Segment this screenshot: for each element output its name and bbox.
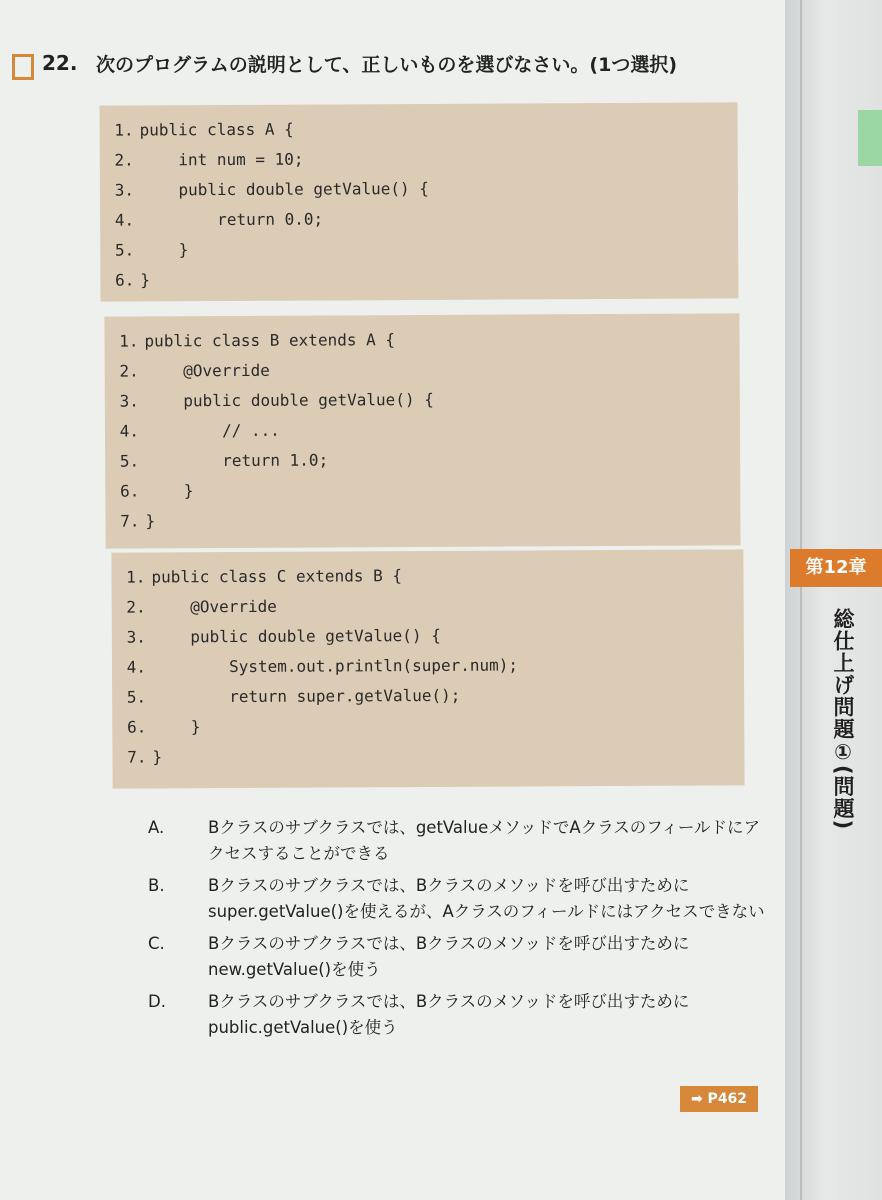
choice-c[interactable] <box>148 931 768 983</box>
choice-letter: A. <box>148 818 165 837</box>
question-text: 次のプログラムの説明として、正しいものを選びなさい。(1つ選択) <box>96 54 678 76</box>
question-number: 22. <box>42 51 78 75</box>
code-text: public double getValue() { <box>151 625 441 647</box>
line-number: 5. <box>119 451 140 471</box>
code-line <box>105 416 280 447</box>
code-block-class-b <box>104 313 740 548</box>
code-line <box>100 235 188 265</box>
line-number: 3. <box>126 627 146 647</box>
code-text: public class B extends A { <box>144 330 396 351</box>
code-line <box>112 592 277 623</box>
code-text: public class C extends B { <box>151 566 403 587</box>
chapter-tab: 第12章 <box>790 549 882 587</box>
code-text: int num = 10; <box>139 149 304 170</box>
code-text: } <box>152 747 163 767</box>
answer-page-reference[interactable]: ➡ P462 <box>680 1086 758 1112</box>
code-line <box>105 445 328 476</box>
code-text: } <box>145 481 194 501</box>
line-number: 4. <box>114 210 135 230</box>
code-text: return 1.0; <box>145 450 329 471</box>
line-number: 4. <box>119 421 140 441</box>
choice-text: Bクラスのサブクラスでは、Bクラスのメソッドを呼び出すためにsuper.getValue()を使えるが、Aクラスのフィールドにはアクセスできない <box>208 876 765 921</box>
choice-letter: C. <box>148 934 165 953</box>
code-line <box>105 385 434 417</box>
code-line <box>104 325 395 357</box>
code-line <box>111 561 402 593</box>
code-text: public class A { <box>139 119 294 140</box>
line-number: 4. <box>126 657 147 677</box>
choice-a[interactable] <box>148 815 768 867</box>
code-line <box>100 145 304 176</box>
line-number: 5. <box>126 687 147 707</box>
code-line <box>112 742 162 772</box>
code-line <box>112 712 200 742</box>
sticky-note-tag <box>858 110 882 166</box>
choice-letter: B. <box>148 876 165 895</box>
code-text: @Override <box>151 596 277 617</box>
code-text: // ... <box>144 420 280 441</box>
code-text: } <box>152 717 201 737</box>
choice-text: Bクラスのサブクラスでは、getValueメソッドでAクラスのフィールドにアクセスすることができる <box>208 818 761 863</box>
code-line <box>105 356 270 387</box>
line-number: 2. <box>119 361 139 381</box>
code-line <box>112 651 518 683</box>
code-block-class-a <box>99 102 738 301</box>
choice-d[interactable] <box>148 989 768 1041</box>
choice-letter: D. <box>148 992 166 1011</box>
line-number: 6. <box>126 717 147 737</box>
page-fold-line <box>800 0 802 1200</box>
code-line <box>100 265 150 295</box>
code-text: return 0.0; <box>140 209 324 230</box>
line-number: 3. <box>119 391 139 411</box>
code-line <box>100 174 429 206</box>
code-text: } <box>140 270 151 290</box>
code-text: System.out.println(super.num); <box>151 655 519 677</box>
line-number: 2. <box>114 150 134 170</box>
answer-choices <box>148 815 768 1047</box>
code-line <box>112 621 441 653</box>
code-text: } <box>145 511 156 531</box>
line-number: 7. <box>120 511 140 531</box>
question-checkbox[interactable] <box>12 54 34 80</box>
code-text: } <box>140 240 189 260</box>
code-text: public double getValue() { <box>144 389 434 411</box>
choice-text: Bクラスのサブクラスでは、Bクラスのメソッドを呼び出すためにnew.getValue()を使う <box>208 934 690 979</box>
choice-text: Bクラスのサブクラスでは、Bクラスのメソッドを呼び出すためにpublic.getValue()を使う <box>208 992 690 1037</box>
line-number: 2. <box>126 597 146 617</box>
line-number: 7. <box>127 747 147 767</box>
line-number: 1. <box>114 120 134 140</box>
choice-b[interactable] <box>148 873 768 925</box>
code-text: public double getValue() { <box>139 178 429 200</box>
code-line <box>112 681 460 713</box>
code-text: @Override <box>144 360 270 381</box>
code-line <box>105 476 193 506</box>
line-number: 3. <box>114 180 134 200</box>
code-text: return super.getValue(); <box>152 685 461 707</box>
line-number: 6. <box>115 270 135 290</box>
code-line <box>100 115 294 146</box>
line-number: 5. <box>114 240 135 260</box>
code-block-class-c <box>111 549 744 788</box>
code-line <box>100 205 323 236</box>
chapter-title: 総仕上げ問題①(問題) <box>831 608 855 831</box>
line-number: 6. <box>119 481 140 501</box>
code-line <box>105 506 155 536</box>
line-number: 1. <box>126 567 146 587</box>
line-number: 1. <box>119 331 139 351</box>
